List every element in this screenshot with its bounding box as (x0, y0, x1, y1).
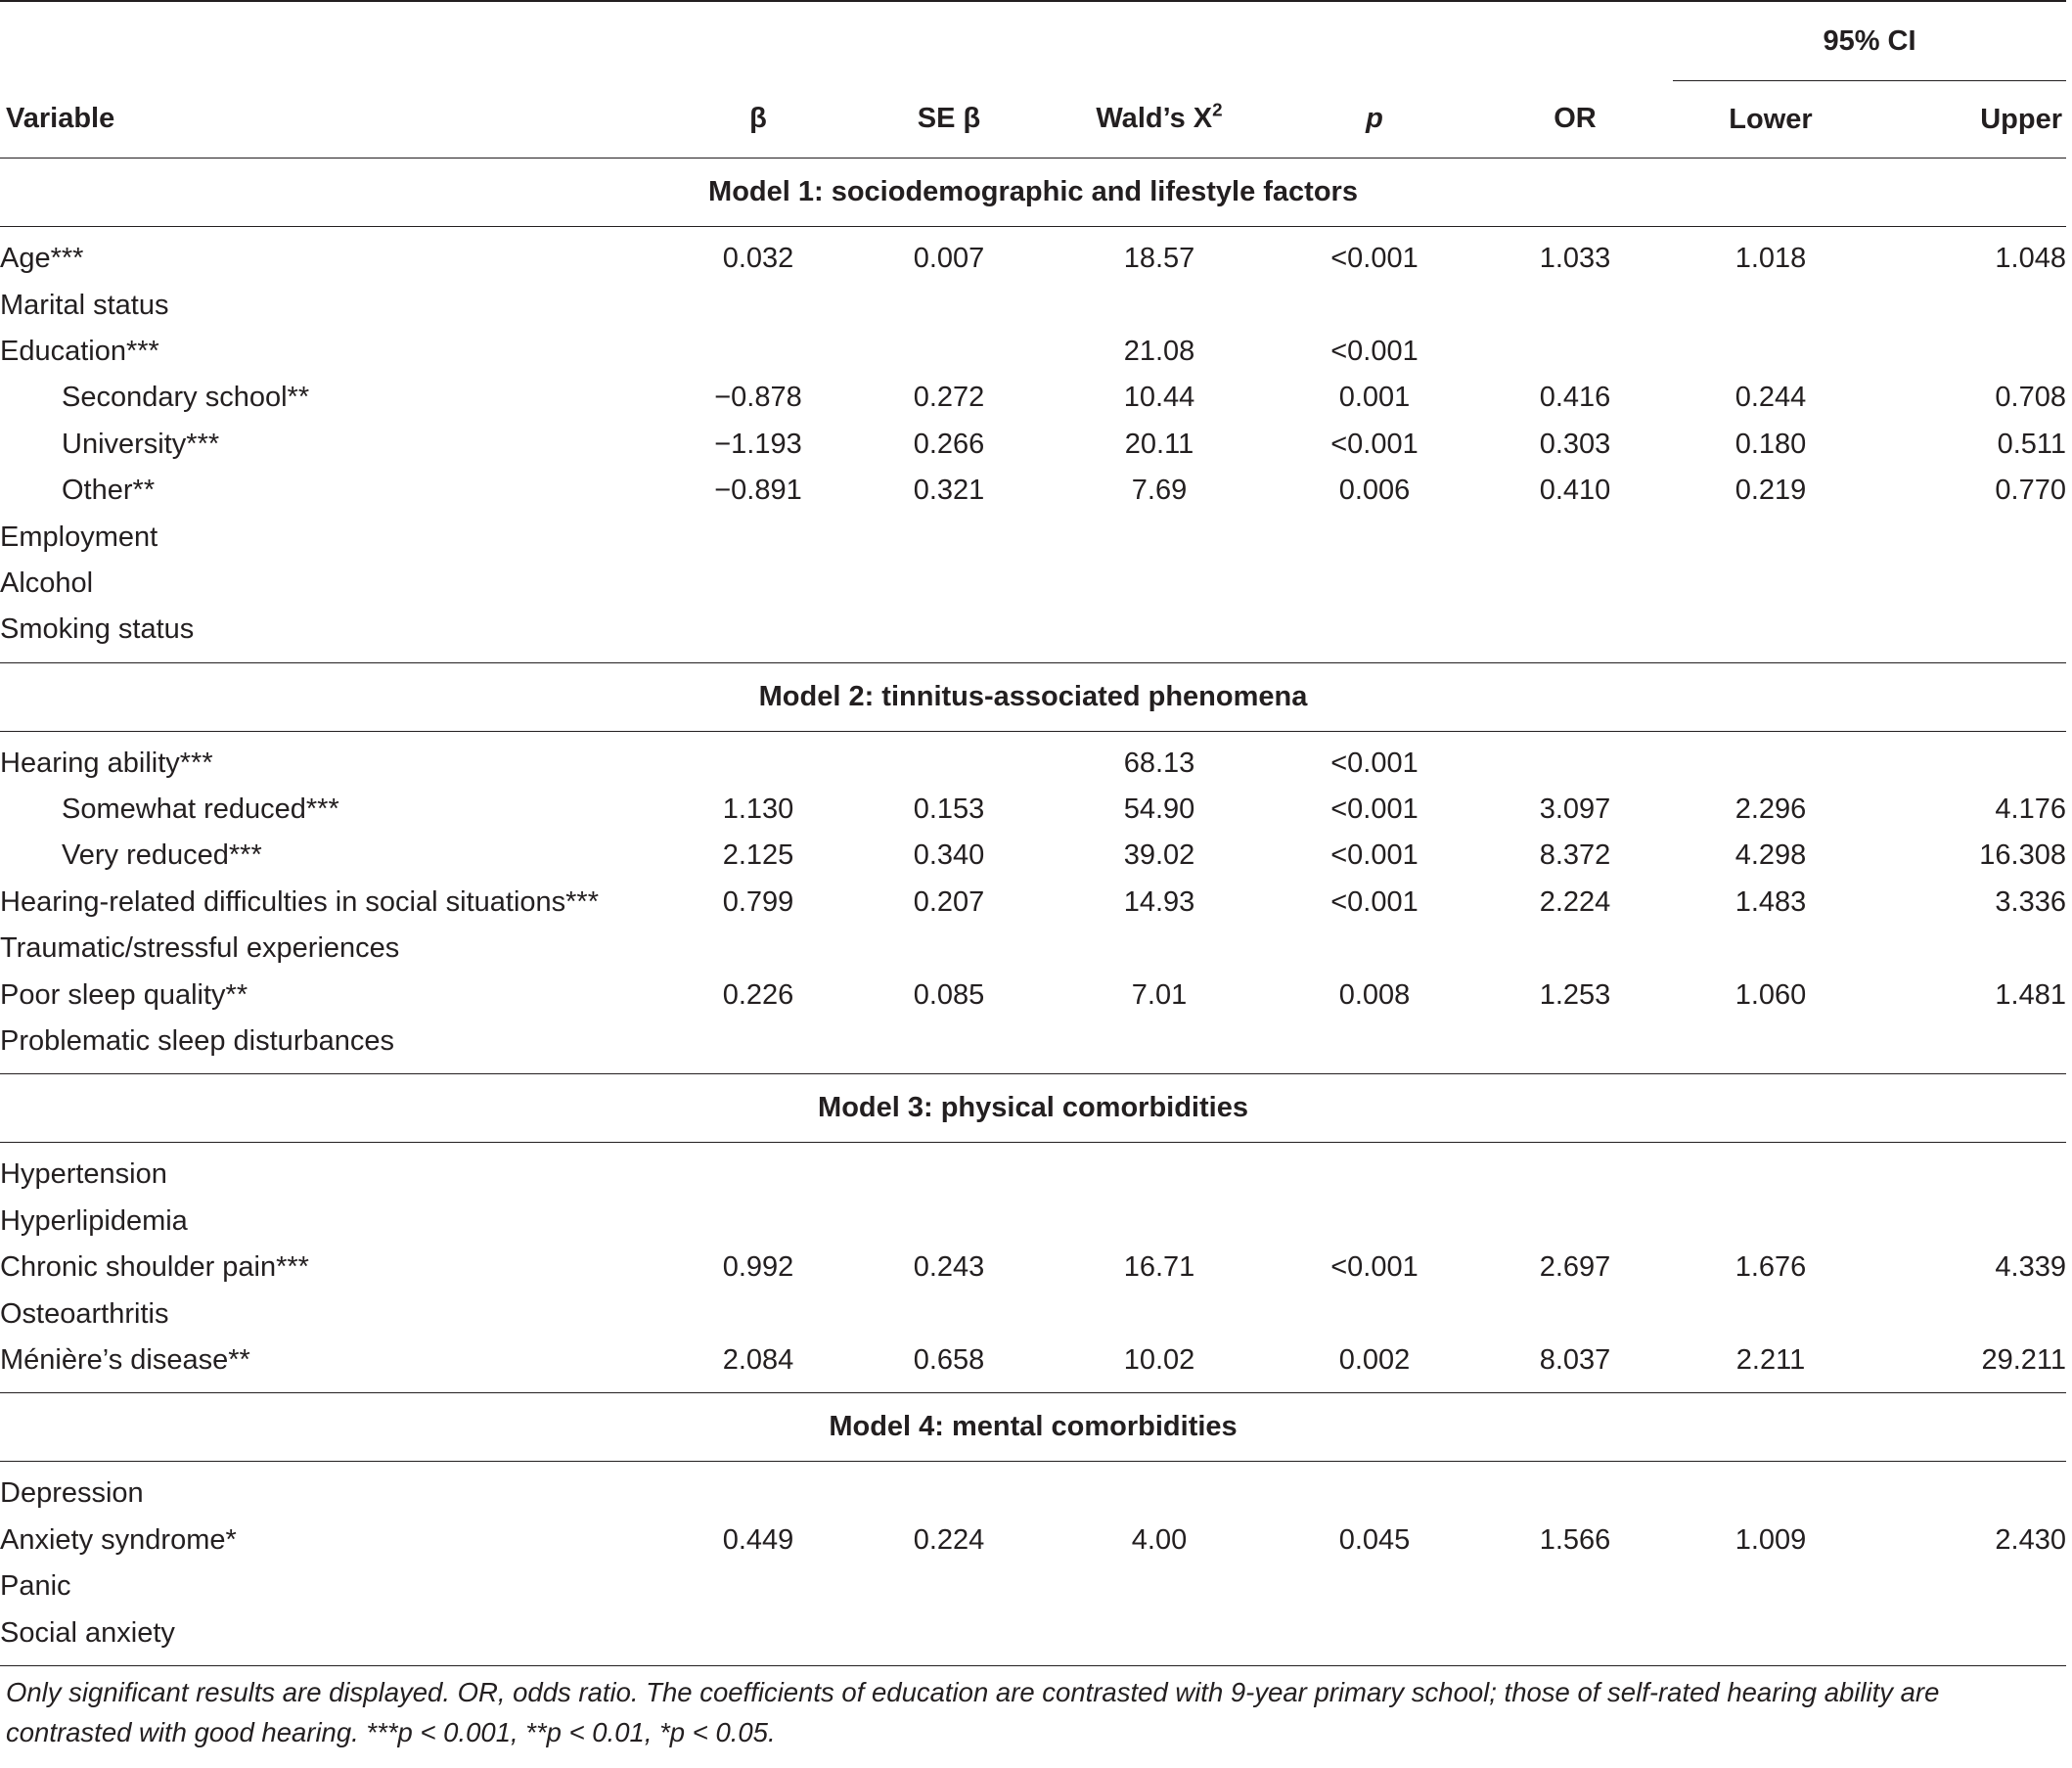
wald-cell (1047, 561, 1272, 607)
table-row (0, 1199, 2066, 1245)
ci-upper-cell (1869, 1471, 2066, 1517)
beta-cell: 2.084 (722, 1344, 794, 1376)
wald-cell (1047, 607, 1272, 653)
col-header-beta: β (665, 81, 851, 159)
variable-label: Traumatic/stressful experiences (0, 932, 400, 965)
se-beta-cell (851, 329, 1047, 375)
ci-lower-cell (1673, 1291, 1869, 1337)
table-row (0, 1245, 2066, 1291)
ci-upper-cell (1869, 282, 2066, 328)
variable-label: Ménière’s disease** (0, 1344, 250, 1376)
beta-cell (665, 1609, 851, 1655)
se-beta-cell (851, 741, 1047, 787)
wald-cell: 18.57 (1123, 243, 1195, 275)
section-title: Model 2: tinnitus-associated phenomena (0, 662, 2066, 731)
ci-upper-cell: 29.211 (1981, 1344, 2066, 1376)
beta-cell: 0.226 (722, 978, 794, 1011)
section-title: Model 3: physical comorbidities (0, 1074, 2066, 1143)
p-value-cell: <0.001 (1330, 793, 1419, 826)
ci-upper-cell: 1.048 (1995, 243, 2066, 275)
odds-ratio-cell (1477, 1291, 1673, 1337)
ci-header: 95% CI (1673, 2, 2066, 81)
table-row (0, 1019, 2066, 1065)
p-value-cell (1272, 1564, 1477, 1609)
wald-cell (1047, 1564, 1272, 1609)
ci-lower-cell: 0.244 (1734, 382, 1807, 414)
wald-cell: 10.02 (1123, 1344, 1195, 1376)
wald-cell: 68.13 (1123, 747, 1195, 779)
se-beta-cell (851, 1152, 1047, 1198)
odds-ratio-cell (1477, 329, 1673, 375)
ci-lower-cell (1673, 329, 1869, 375)
wald-cell: 21.08 (1123, 335, 1195, 367)
odds-ratio-cell (1477, 741, 1673, 787)
p-value-cell: 0.006 (1338, 475, 1411, 507)
ci-lower-cell (1673, 1199, 1869, 1245)
beta-cell (665, 1199, 851, 1245)
ci-upper-cell (1869, 741, 2066, 787)
wald-cell (1047, 1199, 1272, 1245)
wald-cell (1047, 282, 1272, 328)
p-value-cell: <0.001 (1330, 243, 1419, 275)
se-beta-cell: 0.207 (913, 885, 985, 918)
table-row (0, 1609, 2066, 1655)
ci-upper-cell: 0.511 (1997, 428, 2066, 460)
beta-cell: 0.799 (722, 885, 794, 918)
beta-cell (665, 1564, 851, 1609)
table-row (0, 1152, 2066, 1198)
ci-lower-cell (1673, 561, 1869, 607)
p-value-cell (1272, 514, 1477, 560)
table-row (0, 607, 2066, 653)
ci-lower-cell: 1.060 (1734, 978, 1807, 1011)
variable-label: Marital status (0, 289, 169, 321)
se-beta-cell: 0.224 (913, 1523, 985, 1556)
ci-upper-cell (1869, 1199, 2066, 1245)
beta-cell (665, 514, 851, 560)
table-footnote: Only significant results are displayed. OR, odds ratio. The coefficients of education are contrasted with 9-year primary school; those of self-rated hearing ability are contrasted with good hearing. ***p < 0.001, **p < 0.01, *p < 0.05. (0, 1665, 2066, 1752)
ci-lower-cell: 4.298 (1734, 839, 1807, 872)
odds-ratio-cell: 2.224 (1539, 885, 1611, 918)
variable-label: University*** (62, 428, 220, 460)
table-row (0, 972, 2066, 1018)
table-row (0, 741, 2066, 787)
odds-ratio-cell (1477, 1019, 1673, 1065)
table-row (0, 833, 2066, 879)
beta-cell: 1.130 (722, 793, 794, 826)
se-beta-cell (851, 1564, 1047, 1609)
variable-label: Age*** (0, 243, 84, 275)
se-beta-cell: 0.658 (913, 1344, 985, 1376)
odds-ratio-cell: 0.410 (1539, 475, 1611, 507)
p-value-cell: <0.001 (1330, 428, 1419, 460)
p-value-cell (1272, 282, 1477, 328)
variable-label: Poor sleep quality** (0, 978, 248, 1011)
ci-lower-cell (1673, 282, 1869, 328)
wald-cell: 4.00 (1131, 1523, 1188, 1556)
variable-label: Hearing-related difficulties in social situations*** (0, 885, 600, 918)
ci-lower-cell (1673, 1152, 1869, 1198)
ci-upper-cell: 1.481 (1995, 978, 2066, 1011)
odds-ratio-cell: 1.033 (1539, 243, 1611, 275)
variable-label: Smoking status (0, 613, 195, 646)
wald-cell (1047, 1152, 1272, 1198)
beta-cell: 0.032 (722, 243, 794, 275)
col-header-upper: Upper (1869, 81, 2066, 159)
ci-upper-cell: 4.176 (1995, 793, 2066, 826)
odds-ratio-cell: 8.037 (1539, 1344, 1611, 1376)
table-row (0, 514, 2066, 560)
col-header-wald: Wald’s $X^2$ (1047, 81, 1272, 159)
odds-ratio-cell (1477, 1152, 1673, 1198)
p-value-cell (1272, 1609, 1477, 1655)
wald-cell: 10.44 (1123, 382, 1195, 414)
table-row (0, 561, 2066, 607)
se-beta-cell (851, 1291, 1047, 1337)
beta-cell: −1.193 (714, 428, 802, 460)
odds-ratio-cell (1477, 1609, 1673, 1655)
wald-cell (1047, 514, 1272, 560)
odds-ratio-cell (1477, 1471, 1673, 1517)
p-value-cell: <0.001 (1330, 747, 1419, 779)
ci-upper-cell: 16.308 (1979, 839, 2066, 872)
table-row (0, 1291, 2066, 1337)
odds-ratio-cell: 3.097 (1539, 793, 1611, 826)
se-beta-cell (851, 607, 1047, 653)
p-value-cell: 0.008 (1338, 978, 1411, 1011)
ci-lower-cell: 0.180 (1734, 428, 1807, 460)
variable-label: Social anxiety (0, 1616, 175, 1649)
beta-cell (665, 607, 851, 653)
section-title: Model 1: sociodemographic and lifestyle factors (0, 159, 2066, 227)
beta-cell: −0.891 (714, 475, 802, 507)
p-value-cell (1272, 1199, 1477, 1245)
beta-cell (665, 1019, 851, 1065)
table-row (0, 1471, 2066, 1517)
se-beta-cell: 0.266 (913, 428, 985, 460)
wald-cell (1047, 1019, 1272, 1065)
p-value-cell (1272, 1019, 1477, 1065)
ci-lower-cell: 0.219 (1734, 475, 1807, 507)
table-row (0, 787, 2066, 833)
variable-label: Alcohol (0, 567, 94, 599)
ci-upper-cell (1869, 514, 2066, 560)
p-value-cell: <0.001 (1330, 839, 1419, 872)
col-header-lower: Lower (1673, 81, 1869, 159)
variable-label: Hearing ability*** (0, 747, 213, 779)
p-value-cell (1272, 561, 1477, 607)
ci-upper-cell: 2.430 (1995, 1523, 2066, 1556)
se-beta-cell (851, 1471, 1047, 1517)
se-beta-cell (851, 561, 1047, 607)
ci-upper-cell (1869, 607, 2066, 653)
p-value-cell: 0.045 (1338, 1523, 1411, 1556)
ci-upper-cell: 3.336 (1995, 885, 2066, 918)
ci-upper-cell: 0.708 (1995, 382, 2066, 414)
ci-lower-cell (1673, 741, 1869, 787)
ci-lower-cell (1673, 514, 1869, 560)
se-beta-cell: 0.340 (913, 839, 985, 872)
odds-ratio-cell (1477, 1199, 1673, 1245)
p-value-cell (1272, 1291, 1477, 1337)
p-value-cell: 0.001 (1338, 382, 1411, 414)
beta-cell: 0.449 (722, 1523, 794, 1556)
beta-cell (665, 282, 851, 328)
ci-upper-cell: 4.339 (1995, 1251, 2066, 1284)
ci-lower-cell: 2.211 (1735, 1344, 1806, 1376)
p-value-cell (1272, 926, 1477, 972)
ci-upper-cell (1869, 1152, 2066, 1198)
variable-label: Employment (0, 521, 158, 553)
se-beta-cell (851, 282, 1047, 328)
odds-ratio-cell: 2.697 (1539, 1251, 1611, 1284)
se-beta-cell: 0.085 (913, 978, 985, 1011)
variable-label: Problematic sleep disturbances (0, 1025, 394, 1058)
wald-cell: 14.93 (1123, 885, 1195, 918)
wald-cell (1047, 1471, 1272, 1517)
ci-lower-cell: 1.009 (1734, 1523, 1807, 1556)
p-value-cell (1272, 1471, 1477, 1517)
wald-cell: 54.90 (1123, 793, 1195, 826)
table-body (0, 159, 2066, 1666)
beta-cell (665, 741, 851, 787)
se-beta-cell (851, 926, 1047, 972)
ci-upper-cell (1869, 561, 2066, 607)
ci-upper-cell (1869, 1291, 2066, 1337)
table-row (0, 236, 2066, 282)
variable-label: Panic (0, 1570, 71, 1603)
variable-label: Other** (62, 475, 156, 507)
col-header-se-beta: SE β (851, 81, 1047, 159)
variable-label: Education*** (0, 335, 159, 367)
table-row (0, 1337, 2066, 1383)
wald-cell (1047, 1291, 1272, 1337)
table-row (0, 375, 2066, 421)
se-beta-cell (851, 1019, 1047, 1065)
beta-cell: 2.125 (722, 839, 794, 872)
wald-cell: 39.02 (1123, 839, 1195, 872)
ci-lower-cell: 2.296 (1734, 793, 1807, 826)
table-row (0, 422, 2066, 468)
wald-cell (1047, 926, 1272, 972)
se-beta-cell (851, 1609, 1047, 1655)
se-beta-cell (851, 1199, 1047, 1245)
table-row (0, 1518, 2066, 1564)
ci-lower-cell (1673, 1564, 1869, 1609)
ci-lower-cell (1673, 926, 1869, 972)
ci-upper-cell (1869, 1019, 2066, 1065)
p-value-cell: 0.002 (1338, 1344, 1411, 1376)
beta-cell (665, 561, 851, 607)
odds-ratio-cell (1477, 1564, 1673, 1609)
wald-cell: 16.71 (1123, 1251, 1195, 1284)
p-value-cell (1272, 1152, 1477, 1198)
ci-lower-cell (1673, 1471, 1869, 1517)
wald-cell (1047, 1609, 1272, 1655)
odds-ratio-cell (1477, 514, 1673, 560)
beta-cell: 0.992 (722, 1251, 794, 1284)
variable-label: Osteoarthritis (0, 1297, 169, 1330)
section-title: Model 4: mental comorbidities (0, 1393, 2066, 1462)
variable-label: Anxiety syndrome* (0, 1523, 237, 1556)
ci-lower-cell (1673, 607, 1869, 653)
ci-lower-cell (1673, 1019, 1869, 1065)
beta-cell (665, 926, 851, 972)
beta-cell (665, 329, 851, 375)
wald-cell: 20.11 (1124, 428, 1194, 460)
variable-label: Somewhat reduced*** (62, 793, 339, 826)
se-beta-cell (851, 514, 1047, 560)
se-beta-cell: 0.272 (913, 382, 985, 414)
variable-label: Hyperlipidemia (0, 1204, 188, 1237)
table-row (0, 282, 2066, 328)
odds-ratio-cell (1477, 607, 1673, 653)
beta-cell (665, 1291, 851, 1337)
table-row (0, 1564, 2066, 1609)
odds-ratio-cell: 8.372 (1539, 839, 1611, 872)
odds-ratio-cell: 0.303 (1539, 428, 1611, 460)
se-beta-cell: 0.243 (913, 1251, 985, 1284)
variable-label: Secondary school** (62, 382, 310, 414)
p-value-cell (1272, 607, 1477, 653)
variable-label: Chronic shoulder pain*** (0, 1251, 309, 1284)
variable-label: Very reduced*** (62, 839, 262, 872)
variable-label: Hypertension (0, 1158, 167, 1191)
odds-ratio-cell (1477, 926, 1673, 972)
odds-ratio-cell: 1.566 (1539, 1523, 1611, 1556)
beta-cell: −0.878 (714, 382, 802, 414)
wald-cell: 7.69 (1131, 475, 1188, 507)
col-header-or: OR (1477, 81, 1673, 159)
ci-upper-cell (1869, 1609, 2066, 1655)
table-row (0, 329, 2066, 375)
beta-cell (665, 1152, 851, 1198)
col-header-variable: Variable (0, 81, 665, 159)
odds-ratio-cell: 0.416 (1539, 382, 1611, 414)
table-row (0, 926, 2066, 972)
odds-ratio-cell (1477, 561, 1673, 607)
column-header-row (0, 81, 2066, 159)
se-beta-cell: 0.153 (913, 793, 985, 826)
variable-label: Depression (0, 1477, 144, 1510)
p-value-cell: <0.001 (1330, 335, 1419, 367)
ci-upper-cell: 0.770 (1995, 475, 2066, 507)
p-value-cell: <0.001 (1330, 1251, 1419, 1284)
beta-cell (665, 1471, 851, 1517)
wald-cell: 7.01 (1131, 978, 1188, 1011)
ci-upper-cell (1869, 1564, 2066, 1609)
se-beta-cell: 0.007 (913, 243, 985, 275)
ci-upper-cell (1869, 926, 2066, 972)
col-header-p: p (1272, 81, 1477, 159)
se-beta-cell: 0.321 (913, 475, 985, 507)
ci-lower-cell: 1.018 (1734, 243, 1807, 275)
p-value-cell: <0.001 (1330, 885, 1419, 918)
ci-upper-cell (1869, 329, 2066, 375)
odds-ratio-cell: 1.253 (1539, 978, 1611, 1011)
ci-lower-cell (1673, 1609, 1869, 1655)
odds-ratio-cell (1477, 282, 1673, 328)
ci-lower-cell: 1.676 (1734, 1251, 1807, 1284)
table-row (0, 468, 2066, 514)
ci-lower-cell: 1.483 (1734, 885, 1807, 918)
table-row (0, 880, 2066, 926)
